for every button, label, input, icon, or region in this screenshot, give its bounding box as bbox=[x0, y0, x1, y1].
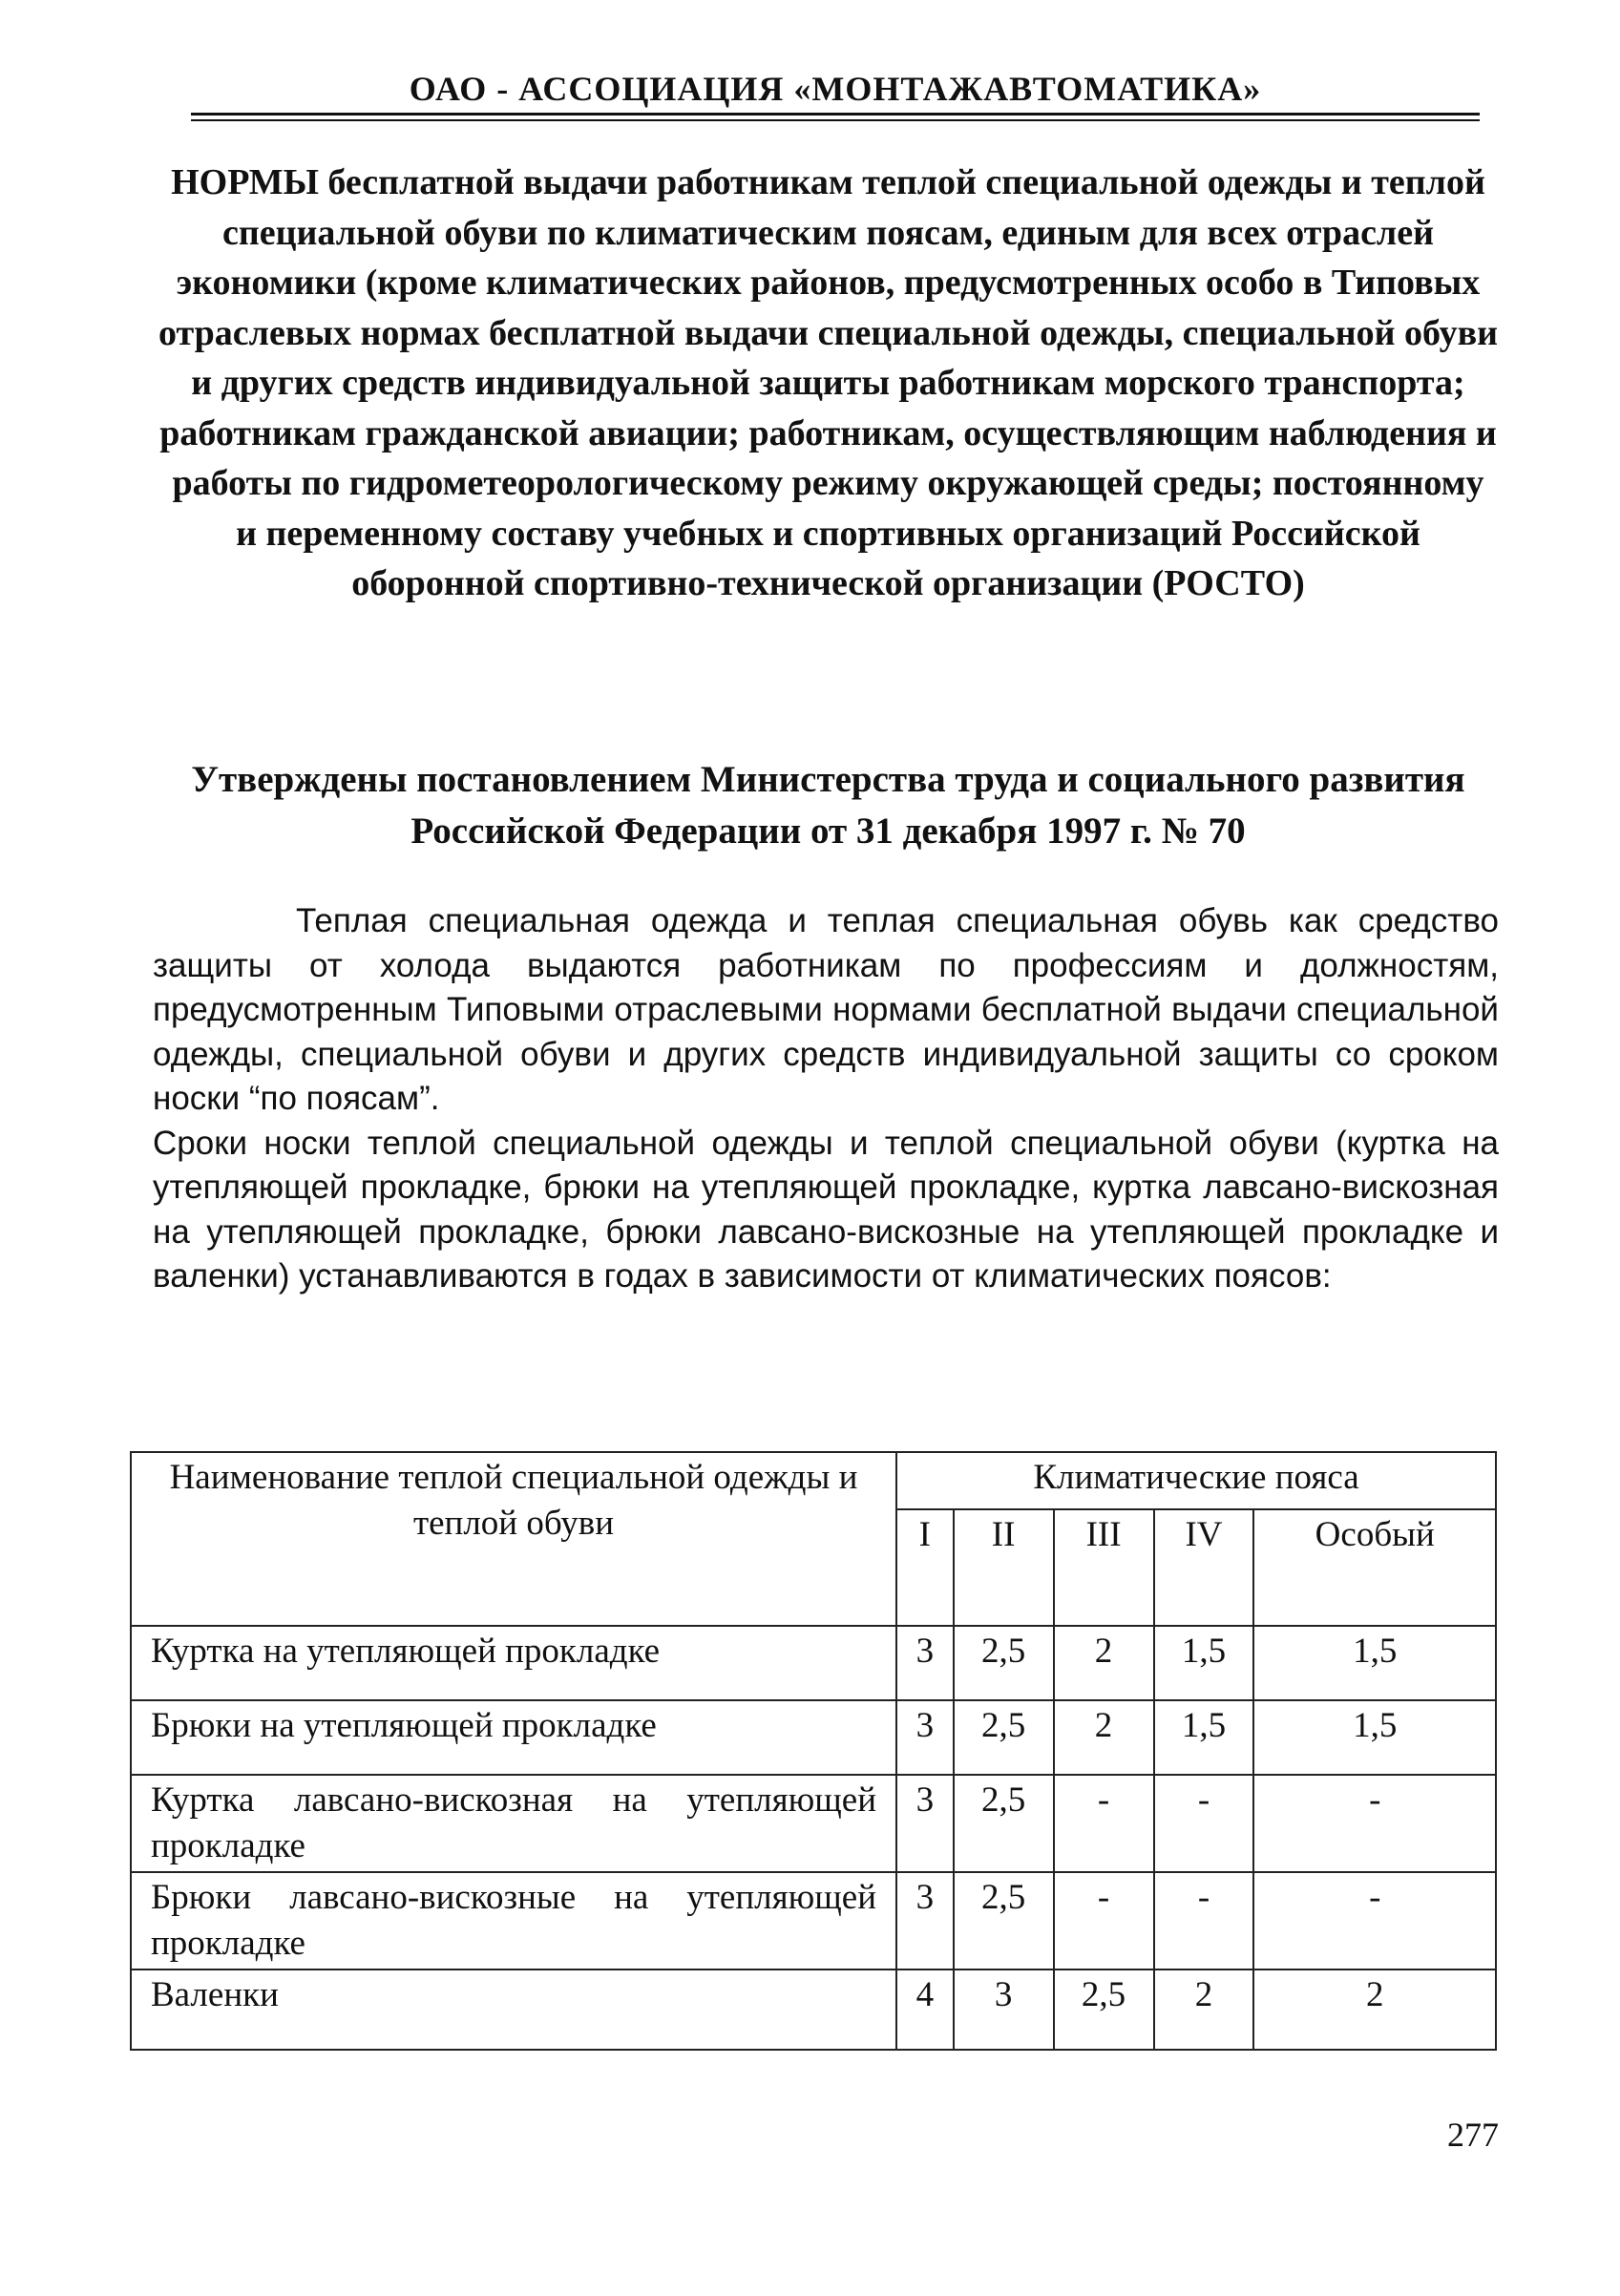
value-cell: 3 bbox=[954, 1970, 1054, 2050]
value-cell: 3 bbox=[896, 1872, 954, 1970]
value-cell: - bbox=[1253, 1872, 1496, 1970]
header-rule-secondary bbox=[191, 119, 1480, 121]
value-cell: 4 bbox=[896, 1970, 954, 2050]
value-cell: - bbox=[1054, 1775, 1154, 1872]
value-cell: 3 bbox=[896, 1626, 954, 1700]
value-cell: 1,5 bbox=[1253, 1626, 1496, 1700]
value-cell: 2,5 bbox=[1054, 1970, 1154, 2050]
value-cell: - bbox=[1154, 1872, 1254, 1970]
document-header: ОАО - АССОЦИАЦИЯ «МОНТАЖАВТОМАТИКА» bbox=[409, 70, 1262, 108]
approval-statement: Утверждены постановлением Министерства труда и социального развития Российской Федерации от 31 декабря 1997 г. № 70 bbox=[191, 759, 1465, 852]
paragraph-1: Теплая специальная одежда и теплая специальная обувь как средство защиты от холода выдаются работникам по профессиям и должностям, предусмотренным Типовыми отраслевыми нормами бесплатной выдачи специальной одежды, специальной обуви и других средств индивидуальной защиты со сроком носки “по поясам”. bbox=[153, 902, 1499, 1117]
table-row bbox=[131, 1626, 1496, 1700]
value-cell: 2 bbox=[1054, 1626, 1154, 1700]
value-cell: - bbox=[1253, 1775, 1496, 1872]
table-row bbox=[131, 1872, 1496, 1970]
value-cell: 1,5 bbox=[1154, 1700, 1254, 1775]
zone-header-4: IV bbox=[1154, 1509, 1254, 1626]
zone-header-1: I bbox=[896, 1509, 954, 1626]
zone-header-2: II bbox=[954, 1509, 1054, 1626]
item-name: Брюки лавсано-вискозные на утепляющей прокладке bbox=[131, 1872, 896, 1970]
table-row bbox=[131, 1775, 1496, 1872]
page-number: 277 bbox=[1447, 2116, 1499, 2154]
document-title: НОРМЫ бесплатной выдачи работникам теплой специальной одежды и теплой специальной обуви по климатическим поясам, единым для всех отраслей экономики (кроме климатических районов, предусмотренных особо в Типовых отраслевых нормах бесплатной выдачи специальной одежды, специальной обуви и других средств индивидуальной защиты работникам морского транспорта; работникам гражданской авиации; работникам, осуществляющим наблюдения и работы по гидрометеорологическому режиму окружающей среды; постоянному и переменному составу учебных и спортивных организаций Российской оборонной спортивно-технической организации (РОСТО) bbox=[158, 162, 1498, 603]
paragraph-2: Сроки носки теплой специальной одежды и теплой специальной обуви (куртка на утепляющей прокладке, брюки на утепляющей прокладке, куртка лавсано-вискозная на утепляющей прокладке, брюки лавсано-вискозные на утепляющей прокладке и валенки) устанавливаются в годах в зависимости от климатических поясов: bbox=[153, 1124, 1499, 1295]
value-cell: 3 bbox=[896, 1775, 954, 1872]
value-cell: 2 bbox=[1054, 1700, 1154, 1775]
value-cell: 1,5 bbox=[1253, 1700, 1496, 1775]
item-name: Куртка лавсано-вискозная на утепляющей прокладке bbox=[131, 1775, 896, 1872]
table-header-row bbox=[131, 1452, 1496, 1509]
value-cell: - bbox=[1054, 1872, 1154, 1970]
zone-header-3: III bbox=[1054, 1509, 1154, 1626]
header-rule bbox=[191, 113, 1480, 116]
value-cell: 1,5 bbox=[1154, 1626, 1254, 1700]
item-name: Валенки bbox=[131, 1970, 896, 2050]
zone-header-special: Особый bbox=[1253, 1509, 1496, 1626]
value-cell: 2,5 bbox=[954, 1775, 1054, 1872]
value-cell: - bbox=[1154, 1775, 1254, 1872]
value-cell: 3 bbox=[896, 1700, 954, 1775]
item-name: Брюки на утепляющей прокладке bbox=[131, 1700, 896, 1775]
value-cell: 2,5 bbox=[954, 1872, 1054, 1970]
table-row bbox=[131, 1700, 1496, 1775]
column-header-climate-zones: Климатические пояса bbox=[896, 1452, 1496, 1509]
value-cell: 2,5 bbox=[954, 1626, 1054, 1700]
value-cell: 2 bbox=[1253, 1970, 1496, 2050]
value-cell: 2 bbox=[1154, 1970, 1254, 2050]
value-cell: 2,5 bbox=[954, 1700, 1054, 1775]
norms-table bbox=[130, 1451, 1497, 2051]
table-row bbox=[131, 1970, 1496, 2050]
item-name: Куртка на утепляющей прокладке bbox=[131, 1626, 896, 1700]
body-text bbox=[153, 899, 1499, 1299]
column-header-item-name: Наименование теплой специальной одежды и теплой обуви bbox=[131, 1452, 896, 1626]
